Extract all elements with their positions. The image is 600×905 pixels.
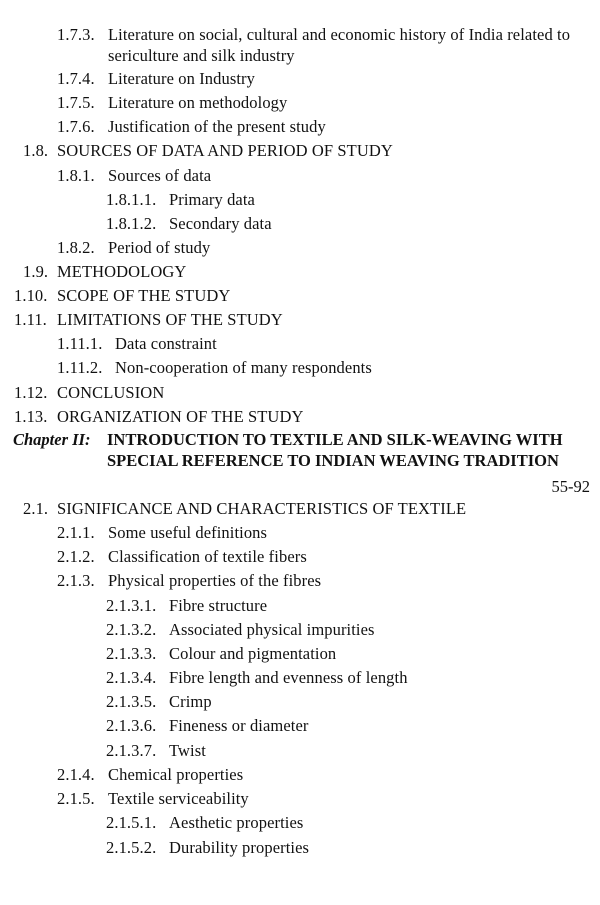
toc-entry-number: 1.8.1.2.: [106, 214, 157, 233]
toc-entry-number: 2.1.3.7.: [106, 741, 157, 760]
toc-entry-2-1-1: [57, 522, 267, 544]
chapter-page-range: 55-92: [551, 477, 590, 496]
toc-entry-number: 1.8.1.1.: [106, 190, 157, 209]
toc-entry-title: Non-cooperation of many respondents: [115, 358, 372, 377]
toc-entry-title: Aesthetic properties: [169, 813, 304, 832]
toc-entry-2-1-3-7: [106, 740, 206, 762]
toc-entry-number: 1.13.: [14, 407, 48, 426]
toc-entry-number: 2.1.1.: [57, 523, 95, 542]
toc-entry-title: Chemical properties: [108, 765, 244, 784]
toc-entry-2-1-3-4: [106, 667, 408, 689]
toc-entry-title: CONCLUSION: [57, 383, 165, 402]
toc-entry-2-1-3-6: [106, 715, 308, 737]
toc-entry-1-13: [14, 406, 303, 428]
toc-entry-number: 2.1.5.1.: [106, 813, 157, 832]
toc-entry-number: 2.1.2.: [57, 547, 95, 566]
toc-entry-number: 1.7.4.: [57, 69, 95, 88]
toc-entry-number: 2.1.3.2.: [106, 620, 157, 639]
toc-entry-title: ORGANIZATION OF THE STUDY: [57, 407, 304, 426]
chapter-number: Chapter II:: [13, 430, 91, 449]
toc-entry-1-8-2: [57, 237, 210, 259]
toc-entry-number: 2.1.3.6.: [106, 716, 157, 735]
toc-entry-title: Twist: [169, 741, 206, 760]
toc-entry-title: Sources of data: [108, 166, 212, 185]
toc-entry-title: Period of study: [108, 238, 211, 257]
toc-entry-title: LIMITATIONS OF THE STUDY: [57, 310, 283, 329]
toc-entry-title: Secondary data: [169, 214, 272, 233]
chapter-label: [13, 430, 90, 450]
toc-entry-2-1-5-2: [106, 837, 309, 859]
toc-entry-1-10: [14, 285, 230, 307]
toc-entry-number: 1.7.3.: [57, 25, 95, 44]
toc-entry-1-8-1-1: [106, 189, 255, 211]
toc-entry-title: Fibre length and evenness of length: [169, 668, 408, 687]
toc-entry-number: 1.11.1.: [57, 334, 103, 353]
toc-entry-2-1-3: [57, 570, 321, 592]
toc-entry-number: 1.8.: [23, 141, 49, 160]
toc-entry-1-7-3: [57, 24, 570, 46]
toc-entry-2-1-2: [57, 546, 307, 568]
toc-entry-2-1-3-1: [106, 595, 267, 617]
toc-entry-number: 2.1.: [23, 499, 49, 518]
toc-entry-2-1-5: [57, 788, 249, 810]
toc-entry-number: 1.7.5.: [57, 93, 95, 112]
toc-entry-1-8-1: [57, 165, 211, 187]
toc-entry-title: Associated physical impurities: [169, 620, 375, 639]
toc-entry-number: 2.1.5.: [57, 789, 95, 808]
toc-entry-number: 2.1.3.: [57, 571, 95, 590]
toc-entry-2-1-5-1: [106, 812, 303, 834]
toc-entry-title: SIGNIFICANCE AND CHARACTERISTICS OF TEXTILE: [57, 499, 467, 518]
toc-entry-number: 1.11.2.: [57, 358, 103, 377]
toc-entry-title: Primary data: [169, 190, 255, 209]
toc-entry-1-9: [23, 261, 186, 283]
toc-entry-number: 1.8.2.: [57, 238, 95, 257]
toc-entry-number: 2.1.3.4.: [106, 668, 157, 687]
toc-entry-title: SCOPE OF THE STUDY: [57, 286, 231, 305]
toc-entry-1-11: [14, 309, 283, 331]
chapter-title-line-1: INTRODUCTION TO TEXTILE AND SILK-WEAVING WITH: [107, 430, 563, 449]
toc-entry-1-12: [14, 382, 164, 404]
toc-entry-1-7-4: [57, 68, 255, 90]
toc-entry-title: Literature on social, cultural and economic history of India related to: [108, 25, 571, 44]
toc-entry-number: 2.1.3.5.: [106, 692, 157, 711]
toc-entry-2-1: [23, 498, 466, 520]
toc-entry-2-1-3-3: [106, 643, 336, 665]
toc-entry-title: Justification of the present study: [108, 117, 326, 136]
toc-entry-number: 1.12.: [14, 383, 48, 402]
toc-entry-title: Crimp: [169, 692, 212, 711]
toc-entry-title: METHODOLOGY: [57, 262, 187, 281]
toc-entry-title: Classification of textile fibers: [108, 547, 307, 566]
toc-entry-1-8: [23, 140, 393, 162]
toc-entry-number: 2.1.3.3.: [106, 644, 157, 663]
toc-entry-title: SOURCES OF DATA AND PERIOD OF STUDY: [57, 141, 393, 160]
toc-entry-1-7-6: [57, 116, 326, 138]
toc-entry-number: 1.8.1.: [57, 166, 95, 185]
toc-entry-title: Literature on Industry: [108, 69, 255, 88]
toc-entry-1-7-5: [57, 92, 287, 114]
toc-entry-number: 2.1.4.: [57, 765, 95, 784]
toc-entry-number: 2.1.5.2.: [106, 838, 157, 857]
toc-entry-title-continuation: sericulture and silk industry: [108, 46, 295, 65]
toc-entry-number: 1.9.: [23, 262, 49, 281]
toc-entry-2-1-3-2: [106, 619, 375, 641]
toc-entry-1-7-3-continuation: [108, 45, 295, 67]
toc-entry-number: 1.7.6.: [57, 117, 95, 136]
chapter-title-line-2: SPECIAL REFERENCE TO INDIAN WEAVING TRADITION: [107, 451, 559, 470]
toc-entry-title: Durability properties: [169, 838, 310, 857]
toc-entry-title: Physical properties of the fibres: [108, 571, 322, 590]
toc-entry-2-1-4: [57, 764, 243, 786]
toc-entry-2-1-3-5: [106, 691, 212, 713]
toc-entry-number: 1.10.: [14, 286, 48, 305]
toc-entry-title: Some useful definitions: [108, 523, 268, 542]
toc-entry-title: Fibre structure: [169, 596, 268, 615]
toc-entry-title: Textile serviceability: [108, 789, 249, 808]
toc-entry-title: Fineness or diameter: [169, 716, 309, 735]
toc-entry-1-11-1: [57, 333, 217, 355]
toc-entry-title: Literature on methodology: [108, 93, 288, 112]
toc-entry-1-11-2: [57, 357, 372, 379]
toc-entry-number: 1.11.: [14, 310, 47, 329]
toc-entry-number: 2.1.3.1.: [106, 596, 157, 615]
toc-entry-1-8-1-2: [106, 213, 272, 235]
toc-entry-title: Data constraint: [115, 334, 217, 353]
toc-entry-title: Colour and pigmentation: [169, 644, 337, 663]
